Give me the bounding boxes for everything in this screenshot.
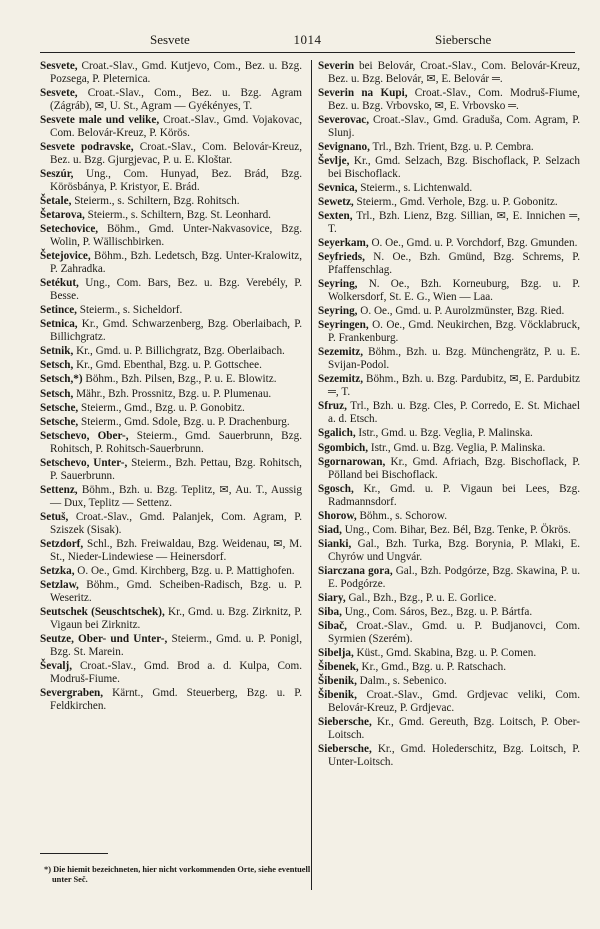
- entry-text: Böhm., s. Schorow.: [356, 509, 447, 522]
- entry-headword: Setsch,: [40, 359, 74, 372]
- entry-text: N. Oe., Bzh. Gmünd, Bzg. Schrems, P. Pfaffenschlag.: [328, 251, 580, 277]
- entry-text: Trl., Bzh. u. Bzg. Cles, P. Corredo, E. St. Michael a. d. Etsch.: [328, 400, 580, 426]
- entry-text: Steierm., s. Lichtenwald.: [357, 182, 473, 195]
- entry-headword: Ševlje,: [318, 155, 350, 168]
- entry-headword: Sewetz,: [318, 196, 354, 209]
- gazetteer-entry: [40, 633, 302, 659]
- entry-text: N. Oe., Bzh. Korneuburg, Bzg. u. P. Wolkersdorf, St. E. G., Wien — Laa.: [328, 278, 580, 304]
- entry-text: Croat.-Slav., Gmd. Kutjevo, Com., Bez. u. Bzg. Pozsega, P. Pleternica.: [50, 60, 302, 85]
- entry-headword: Sgosch,: [318, 482, 354, 495]
- entry-headword: Sevnica,: [318, 182, 358, 195]
- entry-text: Croat.-Slav., Com. Belovár-Kreuz, Bez. u. Bzg. Gjurgjevac, P. u. E. Kloštar.: [50, 141, 302, 166]
- entry-headword: Šetale,: [40, 195, 72, 207]
- entry-text: Ung., Com. Hunyad, Bez. Brád, Bzg. Körösbánya, P. Kristyor, E. Brád.: [50, 168, 302, 193]
- entry-headword: Šetejovice,: [40, 250, 91, 263]
- gazetteer-entry: [318, 456, 580, 482]
- gazetteer-entry: [40, 195, 302, 208]
- entry-headword: Setsche,: [40, 415, 79, 428]
- entry-headword: Severin na Kupi,: [318, 87, 408, 99]
- gazetteer-entry: [318, 442, 580, 455]
- entry-headword: Sibač,: [318, 620, 347, 633]
- gazetteer-entry: [40, 430, 302, 456]
- gazetteer-entry: [318, 592, 580, 605]
- entry-text: Kr., Gmd. Afriach, Bzg. Bischoflack, P. Pölland bei Bischoflack.: [328, 455, 580, 481]
- gazetteer-entry: [40, 209, 302, 222]
- gazetteer-entry: [40, 114, 302, 140]
- entry-text: O. Oe., Gmd. u. P. Vorchdorf, Bzg. Gmunden.: [368, 237, 578, 250]
- gazetteer-entry: [40, 565, 302, 578]
- entry-text: Istr., Gmd. u. Bzg. Veglia, P. Malinska.: [355, 427, 533, 440]
- gazetteer-entry: [318, 155, 580, 181]
- entry-text: Kr., Gmd. Schwarzenberg, Bzg. Oberlaibach, P. Billichgratz.: [50, 318, 302, 344]
- entry-headword: Setschevo, Unter-,: [40, 456, 128, 469]
- entry-headword: Setékut,: [40, 277, 79, 290]
- entry-text: Croat.-Slav., Gmd. Graduša, Com. Agram, P. Slunj.: [328, 114, 580, 139]
- entry-text: Croat.-Slav., Gmd. Brod a. d. Kulpa, Com. Modruš-Fiume.: [50, 659, 302, 685]
- entry-headword: Setzka,: [40, 564, 75, 577]
- entry-text: Böhm., Bzh. u. Bzg. Pardubitz, ✉, E. Pardubitz ═, T.: [328, 373, 580, 399]
- entry-text: Steierm., Bzh. Pettau, Bzg. Rohitsch, P. Sauerbrunn.: [50, 456, 302, 482]
- entry-text: Croat.-Slav., Gmd. u. P. Budjanovci, Com. Syrmien (Szerém).: [328, 620, 580, 645]
- entry-text: Böhm., Bzh. Ledetsch, Bzg. Unter-Kralowitz, P. Zahradka.: [50, 250, 302, 276]
- entry-headword: Seutschek (Seuschtschek),: [40, 605, 165, 618]
- entry-text: Steierm., s. Schiltern, Bzg. St. Leonhard.: [84, 209, 271, 222]
- entry-text: Gal., Bzh. Podgórze, Bzg. Skawina, P. u. E. Podgórze.: [328, 564, 580, 590]
- entry-text: bei Belovár, Croat.-Slav., Com. Belovár-Kreuz, Bez. u. Bzg. Belovár, ✉, E. Belovár ═.: [328, 60, 580, 85]
- gazetteer-entry: [318, 620, 580, 646]
- entry-text: O. Oe., Gmd. Neukirchen, Bzg. Vöcklabruck, P. Frankenburg.: [328, 319, 580, 345]
- entry-headword: Sesvete,: [40, 60, 78, 72]
- entry-headword: Setechovice,: [40, 223, 99, 236]
- entry-headword: Sexten,: [318, 210, 353, 223]
- entry-text: Steierm., Gmd. u. P. Ponigl, Bzg. St. Marein.: [50, 632, 303, 658]
- entry-headword: Seutze, Ober- und Unter-,: [40, 632, 168, 645]
- entry-headword: Sesvete male und velike,: [40, 114, 160, 126]
- entry-headword: Sesvete,: [40, 87, 78, 99]
- entry-headword: Setsch,: [40, 387, 74, 400]
- entry-headword: Setschevo, Ober-,: [40, 429, 129, 442]
- gazetteer-entry: [40, 373, 302, 386]
- entry-headword: Sibelja,: [318, 647, 354, 660]
- entry-text: Croat.-Slav., Gmd. Palanjek, Com. Agram, P. Sziszek (Sisak).: [50, 510, 302, 536]
- entry-text: Steierm., Gmd., Bzg. u. P. Gonobitz.: [78, 401, 245, 414]
- gazetteer-entry: [318, 87, 580, 113]
- entry-headword: Sezemitz,: [318, 373, 364, 386]
- entry-headword: Severgraben,: [40, 686, 104, 699]
- entry-text: Istr., Gmd. u. Bzg. Veglia, P. Malinska.: [368, 441, 546, 454]
- entry-text: Küst., Gmd. Skabina, Bzg. u. P. Comen.: [353, 647, 537, 660]
- page-number: 1014: [293, 32, 322, 47]
- entry-text: Kr., Gmd. u. P. Vigaun bei Lees, Bzg. Radmannsdorf.: [328, 482, 580, 508]
- entry-text: Böhm., Bzh. Pilsen, Bzg., P. u. E. Blowitz.: [82, 373, 277, 386]
- gazetteer-entry: [40, 277, 302, 303]
- entry-headword: Severovac,: [318, 114, 370, 126]
- entry-headword: Šetarova,: [40, 209, 85, 222]
- gazetteer-entry: [40, 223, 302, 249]
- entry-text: Ung., Com. Bars, Bez. u. Bzg. Verebély, P. Besse.: [50, 277, 302, 303]
- entry-text: Böhm., Bzh. u. Bzg. Münchengrätz, P. u. E. Svijan-Podol.: [328, 346, 580, 372]
- entry-headword: Sgombich,: [318, 441, 369, 454]
- entry-text: Kr., Gmd. Holederschitz, Bzg. Loitsch, P. Unter-Loitsch.: [328, 743, 580, 769]
- gazetteer-entry: [318, 675, 580, 688]
- gazetteer-entry: [40, 345, 302, 358]
- gazetteer-entry: [318, 716, 580, 742]
- gazetteer-entry: [318, 278, 580, 304]
- gazetteer-entry: [318, 319, 580, 345]
- gazetteer-entry: [40, 538, 302, 564]
- gazetteer-entry: [318, 141, 580, 154]
- entry-text: Ung., Com. Sáros, Bez., Bzg. u. P. Bártfa.: [341, 605, 533, 618]
- entry-text: Böhm., Gmd. Scheiben-Radisch, Bzg. u. P. Weseritz.: [50, 578, 302, 604]
- entry-headword: Siba,: [318, 605, 342, 618]
- footnote-rule: [40, 853, 108, 854]
- entry-text: Kr., Gmd. Ebenthal, Bzg. u. P. Gottschee.: [73, 359, 262, 372]
- entry-text: Böhm., Gmd. Unter-Nakvasovice, Bzg. Wolin, P. Wällischbirken.: [50, 223, 302, 249]
- gazetteer-entry: [318, 565, 580, 591]
- entry-text: Trl., Bzh. Lienz, Bzg. Sillian, ✉, E. Innichen ═, T.: [328, 210, 580, 236]
- entry-headword: Sianki,: [318, 537, 352, 550]
- gazetteer-entry: [318, 524, 580, 537]
- header-rule: [40, 52, 575, 53]
- entry-headword: Seyerkam,: [318, 237, 369, 250]
- gazetteer-entry: [40, 484, 302, 510]
- entry-headword: Šibenik,: [318, 689, 357, 702]
- entry-headword: Seyring,: [318, 278, 358, 291]
- entry-headword: Sezemitz,: [318, 346, 364, 359]
- gazetteer-entry: [318, 182, 580, 195]
- entry-text: Kr., Gmd. u. Bzg. Zirknitz, P. Vigaun bei Zirknitz.: [50, 605, 302, 631]
- gazetteer-entry: [318, 251, 580, 277]
- gazetteer-entry: [318, 689, 580, 715]
- gazetteer-entry: [318, 743, 580, 769]
- entry-headword: Seyring,: [318, 305, 358, 318]
- gazetteer-entry: [40, 168, 302, 194]
- gazetteer-entry: [40, 687, 302, 713]
- entry-text: Ung., Com. Bihar, Bez. Bél, Bzg. Tenke, P. Ökrös.: [341, 523, 571, 536]
- entry-text: Croat.-Slav., Com., Bez. u. Bzg. Agram (Zágráb), ✉, U. St., Agram — Gyékényes, T.: [50, 87, 302, 112]
- entry-text: Steierm., Gmd. Sauerbrunn, Bzg. Rohitsch, P. Rohitsch-Sauerbrunn.: [50, 429, 302, 455]
- entry-text: Steierm., Gmd. Sdole, Bzg. u. P. Drachenburg.: [78, 415, 290, 428]
- entry-headword: Seyringen,: [318, 319, 369, 332]
- page-header: [40, 32, 575, 48]
- gazetteer-entry: [318, 606, 580, 619]
- entry-headword: Siad,: [318, 523, 342, 536]
- gazetteer-entry: [318, 60, 580, 86]
- entry-headword: Seszúr,: [40, 168, 74, 180]
- gazetteer-entry: [40, 457, 302, 483]
- entry-headword: Sgalich,: [318, 427, 356, 440]
- gazetteer-entry: [318, 114, 580, 140]
- gazetteer-entry: [40, 318, 302, 344]
- footnote: *) Die hiemit bezeichneten, hier nicht vorkommenden Orte, siehe eventuell unter Seč.: [44, 865, 311, 884]
- gazetteer-entry: [318, 427, 580, 440]
- entry-headword: Setsch,*): [40, 373, 83, 386]
- right-column: [318, 60, 580, 770]
- gazetteer-entry: [40, 606, 302, 632]
- entry-headword: Setince,: [40, 304, 77, 317]
- entry-headword: Severin: [318, 60, 355, 72]
- gazetteer-entry: [318, 400, 580, 426]
- entry-headword: Sevignano,: [318, 141, 370, 153]
- entry-headword: Siarczana gora,: [318, 564, 393, 577]
- gazetteer-entry: [318, 483, 580, 509]
- gazetteer-entry: [40, 250, 302, 276]
- entry-headword: Sfruz,: [318, 400, 347, 413]
- entry-headword: Siebersche,: [318, 743, 372, 756]
- entry-text: Kr., Gmd. u. P. Billichgratz, Bzg. Oberlaibach.: [73, 345, 285, 358]
- entry-text: Croat.-Slav., Gmd. Grdjevac veliki, Com. Belovár-Kreuz, P. Grdjevac.: [328, 689, 580, 715]
- entry-headword: Setnica,: [40, 318, 78, 331]
- entry-headword: Shorow,: [318, 509, 357, 522]
- entry-headword: Setzlaw,: [40, 578, 79, 591]
- entry-headword: Šibenek,: [318, 661, 359, 674]
- entry-headword: Ševalj,: [40, 659, 73, 672]
- gazetteer-entry: [318, 661, 580, 674]
- entry-text: Steierm., Gmd. Verhole, Bzg. u. P. Gobonitz.: [353, 196, 558, 209]
- left-column: [40, 60, 302, 714]
- entry-text: O. Oe., Gmd. u. P. Aurolzmünster, Bzg. Ried.: [357, 305, 565, 318]
- entry-text: Kr., Gmd. Gereuth, Bzg. Loitsch, P. Ober-Loitsch.: [328, 716, 580, 742]
- gazetteer-entry: [318, 510, 580, 523]
- gazetteer-entry: [318, 647, 580, 660]
- running-head-left: Sesvete: [150, 32, 190, 47]
- entry-headword: Šibenik,: [318, 675, 357, 688]
- gazetteer-entry: [40, 388, 302, 401]
- gazetteer-entry: [318, 237, 580, 250]
- gazetteer-entry: [40, 579, 302, 605]
- gazetteer-entry: [40, 660, 302, 686]
- entry-text: Steierm., s. Schiltern, Bzg. Rohitsch.: [71, 195, 240, 207]
- gazetteer-entry: [318, 196, 580, 209]
- entry-headword: Sesvete podravske,: [40, 141, 134, 153]
- entry-text: Kärnt., Gmd. Steuerberg, Bzg. u. P. Feldkirchen.: [50, 686, 302, 712]
- entry-text: Steierm., s. Sicheldorf.: [76, 304, 183, 317]
- entry-text: Trl., Bzh. Trient, Bzg. u. P. Cembra.: [369, 141, 534, 153]
- entry-text: Dalm., s. Sebenico.: [356, 675, 447, 688]
- entry-headword: Seyfrieds,: [318, 251, 365, 264]
- entry-text: Croat.-Slav., Com. Modruš-Fiume, Bez. u. Bzg. Vrbovsko, ✉, E. Vrbovsko ═.: [328, 87, 580, 112]
- entry-text: Gal., Bzh., Bzg., P. u. E. Gorlice.: [345, 591, 497, 604]
- gazetteer-entry: [40, 511, 302, 537]
- entry-headword: Siebersche,: [318, 716, 372, 729]
- entry-headword: Setuš,: [40, 510, 69, 523]
- gazetteer-entry: [40, 402, 302, 415]
- gazetteer-entry: [40, 87, 302, 113]
- gazetteer-entry: [40, 304, 302, 317]
- entry-text: Böhm., Bzh. u. Bzg. Teplitz, ✉, Au. T., Aussig — Dux, Teplitz — Settenz.: [50, 483, 302, 509]
- entry-text: Croat.-Slav., Gmd. Vojakovac, Com. Belovár-Kreuz, P. Körös.: [50, 114, 302, 139]
- entry-headword: Sgornarowan,: [318, 455, 386, 468]
- column-divider: [311, 60, 312, 890]
- entry-text: Mähr., Bzh. Prossnitz, Bzg. u. P. Plumenau.: [73, 387, 272, 400]
- entry-text: O. Oe., Gmd. Kirchberg, Bzg. u. P. Mattighofen.: [74, 564, 295, 577]
- entry-headword: Setsche,: [40, 401, 79, 414]
- entry-headword: Siary,: [318, 591, 346, 604]
- gazetteer-entry: [40, 60, 302, 86]
- gazetteer-entry: [318, 305, 580, 318]
- entry-headword: Setnik,: [40, 345, 74, 358]
- gazetteer-entry: [40, 141, 302, 167]
- running-head-right: Siebersche: [435, 32, 492, 47]
- gazetteer-entry: [40, 359, 302, 372]
- gazetteer-entry: [40, 416, 302, 429]
- gazetteer-entry: [318, 538, 580, 564]
- gazetteer-entry: [318, 373, 580, 399]
- entry-text: Kr., Gmd., Bzg. u. P. Ratschach.: [358, 661, 507, 674]
- entry-headword: Setzdorf,: [40, 537, 84, 550]
- gazetteer-entry: [318, 210, 580, 236]
- entry-text: Gal., Bzh. Turka, Bzg. Borynia, P. Mlaki, E. Chyrów und Ungvár.: [328, 537, 580, 563]
- entry-text: Schl., Bzh. Freiwaldau, Bzg. Weidenau, ✉, M. St., Nieder-Lindewiese — Heinersdorf.: [50, 537, 302, 563]
- entry-headword: Settenz,: [40, 483, 78, 496]
- entry-text: Kr., Gmd. Selzach, Bzg. Bischoflack, P. Selzach bei Bischoflack.: [328, 155, 580, 180]
- gazetteer-entry: [318, 346, 580, 372]
